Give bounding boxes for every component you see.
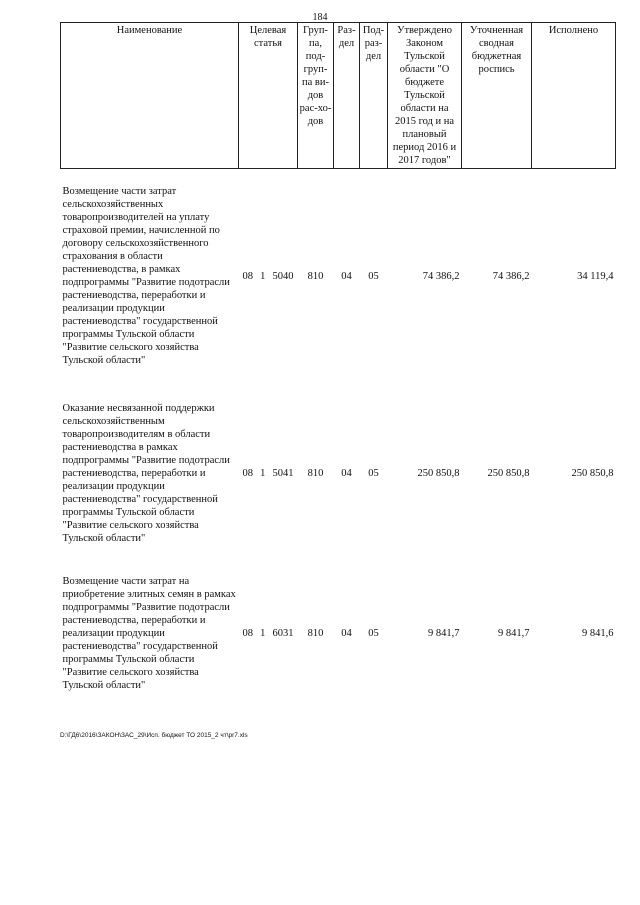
row-executed: 9 841,6 <box>582 628 614 639</box>
row-name: Возмещение части затрат сельскохозяйственных товаропроизводителей на уплату страховой премии, начисленной по договору сельскохозяйственного страхования в области растениеводства, в рамках подпрограммы "Развитие подотрасли растениеводства, переработки и реализации продукции растениеводства" государственной программы Тульской области "Развитие сельского хозяйства Тульской области" <box>62 186 230 367</box>
row-executed: 34 119,4 <box>577 270 614 282</box>
header-executed: Исполнено <box>532 23 616 169</box>
target-article-part: 1 <box>260 270 266 282</box>
row-section: 04 <box>341 628 352 639</box>
table-row <box>61 564 616 704</box>
row-refined: 74 386,2 <box>492 270 530 282</box>
file-path-footer: D:\ГД6\2016\ЗАКОН\ЗАС_29\Исп. бюджет ТО 2015_2 чт\pr7.xls <box>60 732 248 739</box>
row-target-article <box>239 384 298 564</box>
page-number: 184 <box>312 12 328 23</box>
row-refined: 250 850,8 <box>487 468 530 479</box>
row-subsection: 05 <box>368 468 379 479</box>
target-article-part: 1 <box>260 628 266 639</box>
row-executed: 250 850,8 <box>571 468 614 479</box>
target-article-part: 1 <box>260 468 266 479</box>
row-approved: 74 386,2 <box>422 270 460 282</box>
header-subsection: Под-раз-дел <box>360 23 388 169</box>
row-target-article <box>239 169 298 384</box>
target-article-part: 5041 <box>272 468 294 479</box>
row-refined: 9 841,7 <box>498 628 530 639</box>
table-header-row <box>61 23 616 169</box>
row-expense-group: 810 <box>307 270 324 282</box>
header-refined: Уточненная сводная бюджетная роспись <box>462 23 532 169</box>
row-approved: 250 850,8 <box>417 468 460 479</box>
row-expense-group: 810 <box>307 628 324 639</box>
row-subsection: 05 <box>368 270 379 282</box>
row-section: 04 <box>341 468 352 479</box>
target-article-part: 6031 <box>272 628 294 639</box>
table-row <box>61 384 616 564</box>
target-article-part: 08 <box>242 628 253 639</box>
budget-table <box>60 22 616 704</box>
target-article-part: 08 <box>242 270 253 282</box>
row-target-article <box>239 564 298 704</box>
table-row <box>61 169 616 384</box>
header-target-article: Целевая статья <box>239 23 298 169</box>
row-expense-group: 810 <box>307 468 324 479</box>
header-name: Наименование <box>61 23 239 169</box>
row-section: 04 <box>341 270 352 282</box>
header-expense-group: Груп-па, под-груп-па ви-дов рас-хо-дов <box>298 23 334 169</box>
header-section: Раз-дел <box>334 23 360 169</box>
row-subsection: 05 <box>368 628 379 639</box>
target-article-part: 5040 <box>272 270 294 282</box>
target-article-part: 08 <box>242 468 253 479</box>
row-approved: 9 841,7 <box>428 628 460 639</box>
row-name: Оказание несвязанной поддержки сельскохозяйственным товаропроизводителям в области растениеводства в рамках подпрограммы "Развитие подотрасли растениеводства, переработки и реализации продукции растениеводства" государственной программы Тульской области "Развитие сельского хозяйства Тульской области" <box>62 403 230 544</box>
header-approved: Утверждено Законом Тульской области "О бюджете Тульской области на 2015 год и на плановый период 2016 и 2017 годов" <box>388 23 462 169</box>
row-name: Возмещение части затрат на приобретение элитных семян в рамках подпрограммы "Развитие подотрасли растениеводства, переработки и реализации продукции растениеводства" государственной программы Тульской области "Развитие сельского хозяйства Тульской области" <box>62 576 236 691</box>
